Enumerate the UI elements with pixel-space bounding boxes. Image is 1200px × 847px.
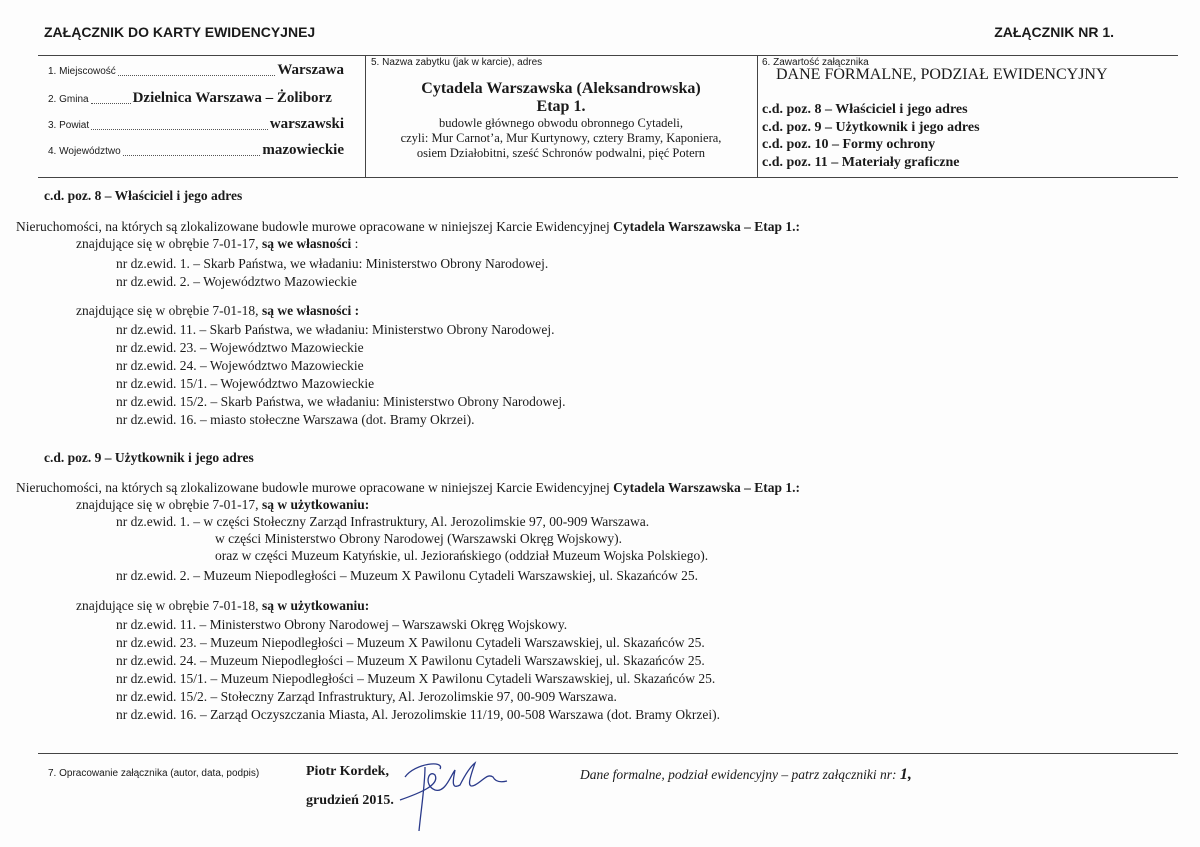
parcel-item: nr dz.ewid. 15/2. – Skarb Państwa, we władaniu: Ministerstwo Obrony Narodowej.: [116, 394, 566, 409]
parcel-item: nr dz.ewid. 15/2. – Stołeczny Zarząd Infrastruktury, Al. Jerozolimskie 97, 00-909 Warszawa.: [116, 689, 617, 704]
parcel-item: nr dz.ewid. 24. – Muzeum Niepodległości – Muzeum X Pawilonu Cytadeli Warszawskiej, ul. Skazańców 25.: [116, 653, 705, 668]
footer-rule: [38, 753, 1178, 754]
content-item: c.d. poz. 8 – Właściciel i jego adres: [762, 102, 968, 117]
monument-stage: Etap 1.: [536, 98, 586, 115]
parcel-item: nr dz.ewid. 15/1. – Województwo Mazowieckie: [116, 376, 375, 391]
parcel-item: nr dz.ewid. 11. – Ministerstwo Obrony Narodowej – Warszawski Okręg Wojskowy.: [116, 617, 568, 632]
section-9-heading: c.d. poz. 9 – Użytkownik i jego adres: [44, 450, 254, 465]
parcel-item-cont: w części Ministerstwo Obrony Narodowej (Warszawski Okręg Wojskowy).: [215, 531, 622, 546]
field-wojewodztwo: 4. Województwo mazowieckie: [48, 142, 344, 158]
name-label: 5. Nazwa zabytku (jak w karcie), adres: [371, 57, 543, 68]
footer-note: Dane formalne, podział ewidencyjny – patrz załączniki nr: 1,: [580, 766, 912, 783]
parcel-item: nr dz.ewid. 15/1. – Muzeum Niepodległości – Muzeum X Pawilonu Cytadeli Warszawskiej, ul. Skazańców 25.: [116, 671, 716, 686]
attachment-title: ZAŁĄCZNIK DO KARTY EWIDENCYJNEJ: [44, 24, 316, 40]
content-item: c.d. poz. 9 – Użytkownik i jego adres: [762, 119, 980, 135]
parcel-item: nr dz.ewid. 2. – Muzeum Niepodległości – Muzeum X Pawilonu Cytadeli Warszawskiej, ul. Skazańców 25.: [116, 568, 699, 583]
parcel-item: nr dz.ewid. 24. – Województwo Mazowieckie: [116, 358, 364, 373]
attachment-number: ZAŁĄCZNIK NR 1.: [994, 24, 1114, 40]
box-bottom-rule: [38, 177, 1178, 178]
section-8-intro: Nieruchomości, na których są zlokalizowane budowle murowe opracowane w niniejszej Karcie Ewidencyjnej Cytadela Warszawska – Etap 1.:: [16, 219, 801, 234]
parcel-item: nr dz.ewid. 1. – w części Stołeczny Zarząd Infrastruktury, Al. Jerozolimskie 97, 00-909 Warszawa.: [116, 514, 650, 529]
group-heading: znajdujące się w obrębie 7-01-17, są we własności :: [76, 236, 359, 251]
content-label: 6. Zawartość załącznika: [762, 57, 869, 68]
section-8-heading: c.d. poz. 8 – Właściciel i jego adres: [44, 188, 243, 203]
parcel-item: nr dz.ewid. 23. – Muzeum Niepodległości – Muzeum X Pawilonu Cytadeli Warszawskiej, ul. Skazańców 25.: [116, 635, 705, 650]
monument-desc-line: budowle głównego obwodu obronnego Cytadeli,: [438, 116, 684, 130]
content-title: DANE FORMALNE, PODZIAŁ EWIDENCYJNY: [776, 66, 1108, 83]
footer-label: 7. Opracowanie załącznika (autor, data, podpis): [48, 768, 260, 779]
parcel-item: nr dz.ewid. 2. – Województwo Mazowieckie: [116, 274, 357, 289]
monument-desc-line: osiem Działobitni, sześć Schronów podwalni, pięć Potern: [416, 146, 706, 160]
field-powiat: 3. Powiat warszawski: [48, 116, 344, 132]
content-item: c.d. poz. 11 – Materiały graficzne: [762, 154, 960, 170]
group-heading: znajdujące się w obrębie 7-01-17, są w użytkowaniu:: [76, 497, 370, 512]
content-item: c.d. poz. 10 – Formy ochrony: [762, 137, 936, 152]
parcel-item: nr dz.ewid. 23. – Województwo Mazowieckie: [116, 340, 364, 355]
monument-desc-line: czyli: Mur Carnot’a, Mur Kurtynowy, cztery Bramy, Kaponiera,: [400, 131, 722, 145]
signature: [395, 755, 545, 835]
box-top-rule: [38, 55, 1178, 56]
parcel-item-cont: oraz w części Muzeum Katyńskie, ul. Jeziorańskiego (oddział Muzeum Wojska Polskiego).: [215, 548, 709, 563]
field-miejscowosc: 1. Miejscowość Warszawa: [48, 62, 344, 78]
parcel-item: nr dz.ewid. 16. – miasto stołeczne Warszawa (dot. Bramy Okrzei).: [116, 412, 475, 427]
footer-author: Piotr Kordek,: [306, 764, 389, 779]
group-heading: znajdujące się w obrębie 7-01-18, są we własności :: [76, 303, 360, 318]
box-divider: [757, 55, 758, 177]
group-heading: znajdujące się w obrębie 7-01-18, są w użytkowaniu:: [76, 598, 370, 613]
section-9-intro: Nieruchomości, na których są zlokalizowane budowle murowe opracowane w niniejszej Karcie Ewidencyjnej Cytadela Warszawska – Etap 1.:: [16, 480, 801, 495]
parcel-item: nr dz.ewid. 11. – Skarb Państwa, we władaniu: Ministerstwo Obrony Narodowej.: [116, 322, 555, 337]
parcel-item: nr dz.ewid. 16. – Zarząd Oczyszczania Miasta, Al. Jerozolimskie 11/19, 00-508 Warszawa (dot. Bramy Okrzei).: [116, 707, 720, 722]
field-gmina: 2. Gmina Dzielnica Warszawa – Żoliborz: [48, 90, 332, 106]
monument-name: Cytadela Warszawska (Aleksandrowska): [421, 80, 701, 97]
footer-date: grudzień 2015.: [306, 793, 394, 808]
parcel-item: nr dz.ewid. 1. – Skarb Państwa, we władaniu: Ministerstwo Obrony Narodowej.: [116, 256, 549, 271]
